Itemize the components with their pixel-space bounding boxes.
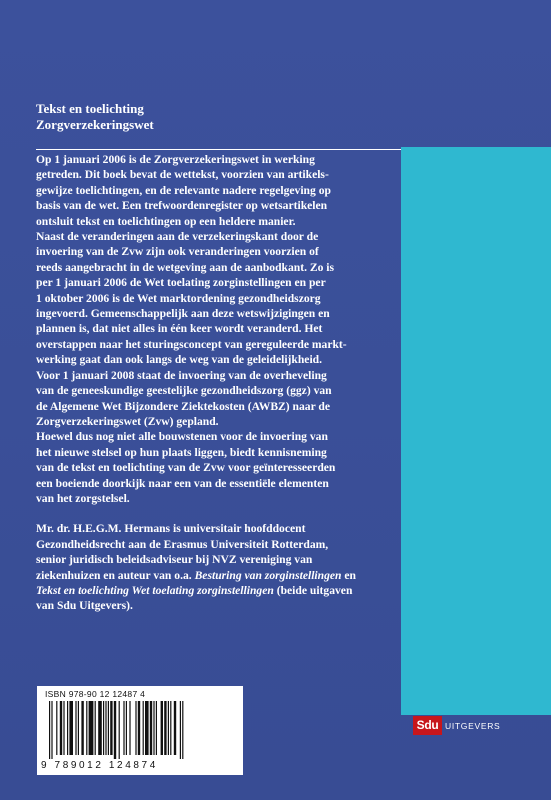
- blurb-text: [36, 152, 394, 614]
- text-line: werking gaat dan ook langs de weg van de geleidelijkheid.: [36, 353, 323, 367]
- ean-digits: 9 789012 124874: [41, 760, 158, 771]
- publisher-logo: [413, 716, 500, 735]
- book-title-italic: Besturing van zorginstellingen: [194, 568, 342, 582]
- text-line: plannen is, dat niet alles in één keer wordt veranderd. Het: [36, 322, 323, 336]
- blurb-paragraph-4: [36, 429, 394, 506]
- text-line: [36, 568, 394, 583]
- isbn-barcode: [37, 686, 243, 775]
- blurb-paragraph-1: [36, 152, 394, 229]
- text-line: [36, 583, 394, 598]
- text-line: per 1 januari 2006 de Wet toelating zorginstellingen en per: [36, 276, 326, 290]
- publisher-name: UITGEVERS: [445, 720, 501, 731]
- title-line-2: Zorgverzekeringswet: [36, 117, 154, 132]
- text-line: Zorgverzekeringswet (Zvw) gepland.: [36, 414, 219, 428]
- book-title: [36, 101, 336, 133]
- text-line: senior juridisch beleidsadviseur bij NVZ vereniging van: [36, 553, 313, 567]
- text-line: gewijze toelichtingen, en de relevante nadere regelgeving op: [36, 183, 331, 197]
- text-line: Gezondheidsrecht aan de Erasmus Universiteit Rotterdam,: [36, 537, 329, 551]
- text-line: de Algemene Wet Bijzondere Ziektekosten (AWBZ) naar de: [36, 399, 331, 413]
- text-fragment: en: [341, 568, 356, 582]
- divider-line: [36, 149, 401, 150]
- text-line: van de geneeskundige geestelijke gezondheidszorg (ggz) van: [36, 384, 332, 398]
- text-line: ontsluit tekst en toelichtingen op een heldere manier.: [36, 214, 296, 228]
- text-line: Hoewel dus nog niet alle bouwstenen voor de invoering van: [36, 430, 328, 444]
- text-line: Op 1 januari 2006 is de Zorgverzekeringswet in werking: [36, 153, 315, 166]
- barcode-bars-icon: [49, 701, 231, 759]
- book-title-italic: Tekst en toelichting Wet toelating zorginstellingen: [36, 583, 274, 597]
- text-line: overstappen naar het sturingsconcept van gereguleerde markt-: [36, 337, 347, 351]
- text-line: ingevoerd. Gemeenschappelijk aan deze wetswijzigingen en: [36, 307, 330, 321]
- text-line: van Sdu Uitgevers).: [36, 599, 133, 613]
- text-line: van het zorgstelsel.: [36, 491, 130, 505]
- blurb-paragraph-3: [36, 368, 394, 430]
- text-line: Mr. dr. H.E.G.M. Hermans is universitair hoofddocent: [36, 522, 306, 536]
- sdu-mark: Sdu: [413, 716, 442, 735]
- text-fragment: ziekenhuizen en auteur van o.a.: [36, 568, 195, 582]
- text-line: basis van de wet. Een trefwoordenregister op wetsartikelen: [36, 199, 328, 213]
- text-line: Naast de veranderingen aan de verzekeringskant door de: [36, 230, 319, 244]
- isbn-label: ISBN 978-90 12 12487 4: [45, 689, 146, 699]
- text-line: invoering van de Zvw zijn ook veranderingen voorzien of: [36, 245, 319, 259]
- text-line: getreden. Dit boek bevat de wettekst, voorzien van artikels-: [36, 168, 329, 182]
- blurb-paragraph-2: [36, 229, 394, 368]
- text-fragment: (beide uitgaven: [273, 583, 353, 597]
- text-line: een boeiende doorkijk naar een van de essentiële elementen: [36, 476, 329, 490]
- text-line: het nieuwe stelsel op hun plaats liggen, biedt kennisneming: [36, 445, 327, 459]
- text-line: van de tekst en toelichting van de Zvw voor geïnteresseerden: [36, 461, 336, 475]
- cyan-panel: [401, 147, 551, 715]
- title-line-1: Tekst en toelichting: [36, 101, 144, 116]
- text-line: 1 oktober 2006 is de Wet marktordening gezondheidszorg: [36, 291, 321, 305]
- author-bio: [36, 521, 394, 613]
- text-line: Voor 1 januari 2008 staat de invoering van de overheveling: [36, 368, 327, 382]
- text-line: reeds aangebracht in de wetgeving aan de aanbodkant. Zo is: [36, 260, 335, 274]
